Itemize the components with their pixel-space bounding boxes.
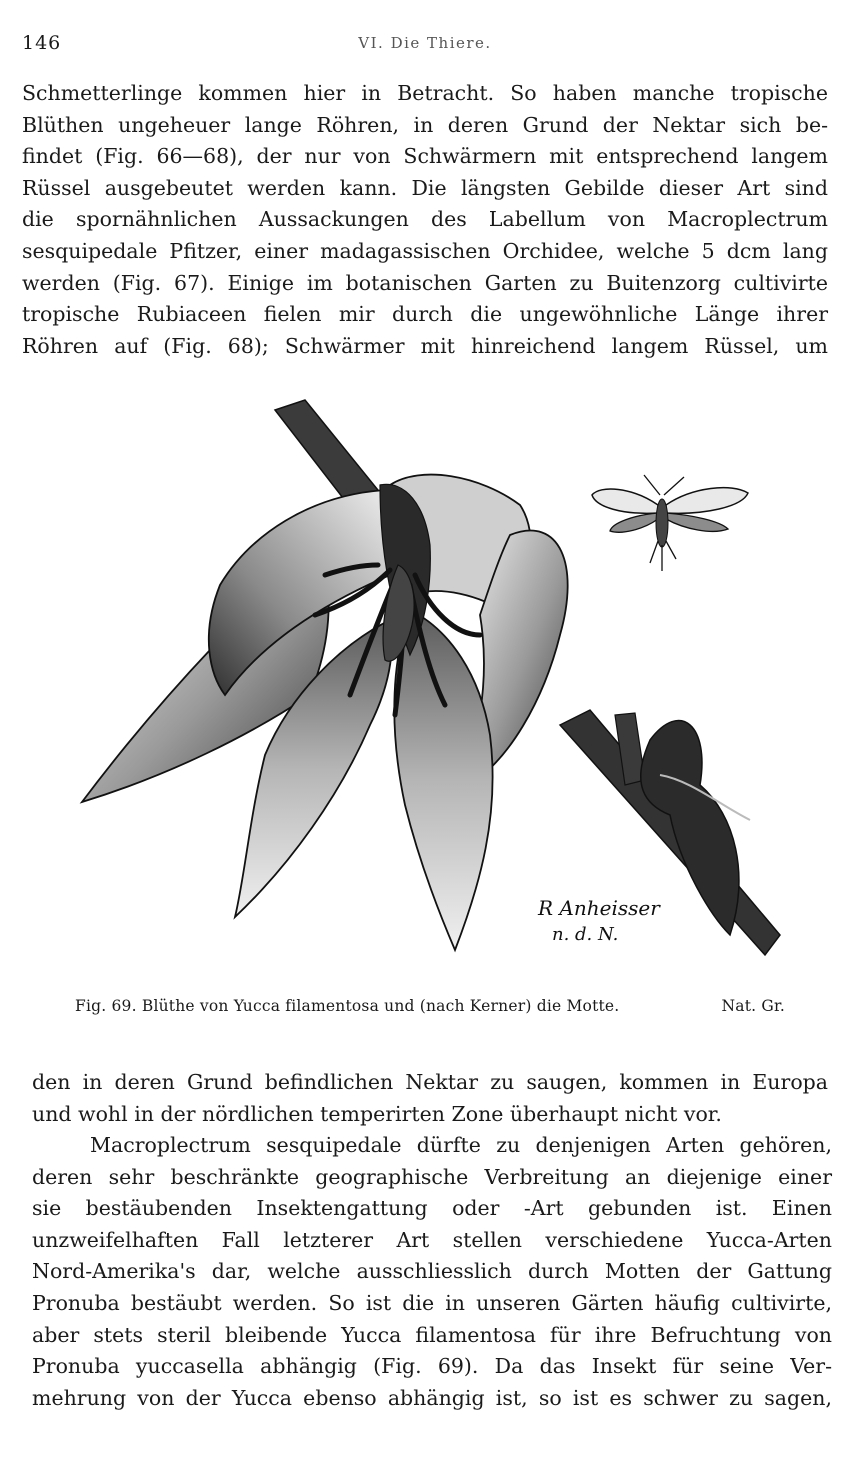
page-header <box>22 32 828 62</box>
running-head: VI. Die Thiere. <box>358 34 492 52</box>
caption-scale: Nat. Gr. <box>721 997 785 1015</box>
text-line: Rüssel ausgebeutet werden kann. Die längsten Gebilde dieser Art sind <box>22 175 828 200</box>
figure-yucca-flower-and-moth <box>60 395 790 975</box>
text-line: die spornähnlichen Aussackungen des Labellum von Macroplectrum <box>22 207 828 232</box>
text-line: Pronuba yuccasella abhängig (Fig. 69). Da das Insekt für seine Ver- <box>32 1354 832 1379</box>
artist-signature-note: n. d. N. <box>552 924 619 945</box>
text-line: Schmetterlinge kommen hier in Betracht. So haben manche tropische <box>22 81 828 105</box>
text-line: Blüthen ungeheuer lange Röhren, in deren Grund der Nektar sich be- <box>22 112 828 137</box>
text-line: sesquipedale Pfitzer, einer madagassischen Orchidee, welche 5 dcm lang <box>22 238 828 263</box>
text-line: tropische Rubiaceen fielen mir durch die ungewöhnliche Länge ihrer <box>22 302 828 327</box>
text-line: und wohl in der nördlichen temperirten Zone überhaupt nicht vor. <box>32 1101 722 1126</box>
text-line: mehrung von der Yucca ebenso abhängig ist, so ist es schwer zu sagen, <box>32 1385 832 1410</box>
text-line: Röhren auf (Fig. 68); Schwärmer mit hinreichend langem Rüssel, um <box>22 333 828 358</box>
figure-caption <box>75 997 785 1015</box>
paragraph-bottom <box>32 1130 832 1414</box>
text-line: aber stets steril bleibende Yucca filamentosa für ihre Befruchtung von <box>32 1322 832 1347</box>
moth-illustration <box>592 475 748 571</box>
text-line: werden (Fig. 67). Einige im botanischen Garten zu Buitenzorg cultivirte <box>22 270 828 295</box>
caption-text: Fig. 69. Blüthe von Yucca filamentosa und (nach Kerner) die Motte. <box>75 997 620 1015</box>
artist-signature: R Anheisser <box>538 896 660 920</box>
paragraph-top <box>22 78 828 362</box>
text-line: sie bestäubenden Insektengattung oder -Art gebunden ist. Einen <box>32 1196 832 1221</box>
text-line: Pronuba bestäubt werden. So ist die in unseren Gärten häufig cultivirte, <box>32 1290 832 1315</box>
yucca-illustration <box>60 395 790 975</box>
text-line: den in deren Grund befindlichen Nektar zu saugen, kommen in Europa <box>32 1070 828 1094</box>
page-number: 146 <box>22 32 62 54</box>
text-line: unzweifelhaften Fall letzterer Art stellen verschiedene Yucca-Arten <box>32 1227 832 1252</box>
text-line: findet (Fig. 66—68), der nur von Schwärmern mit entsprechend langem <box>22 144 828 169</box>
text-line: Nord-Amerika's dar, welche ausschliesslich durch Motten der Gattung <box>32 1259 832 1284</box>
paragraph-middle <box>32 1067 828 1130</box>
petal-front-center <box>394 610 492 950</box>
text-line: deren sehr beschränkte geographische Verbreitung an diejenige einer <box>32 1164 832 1189</box>
text-line: Macroplectrum sesquipedale dürfte zu denjenigen Arten gehören, <box>90 1133 832 1157</box>
